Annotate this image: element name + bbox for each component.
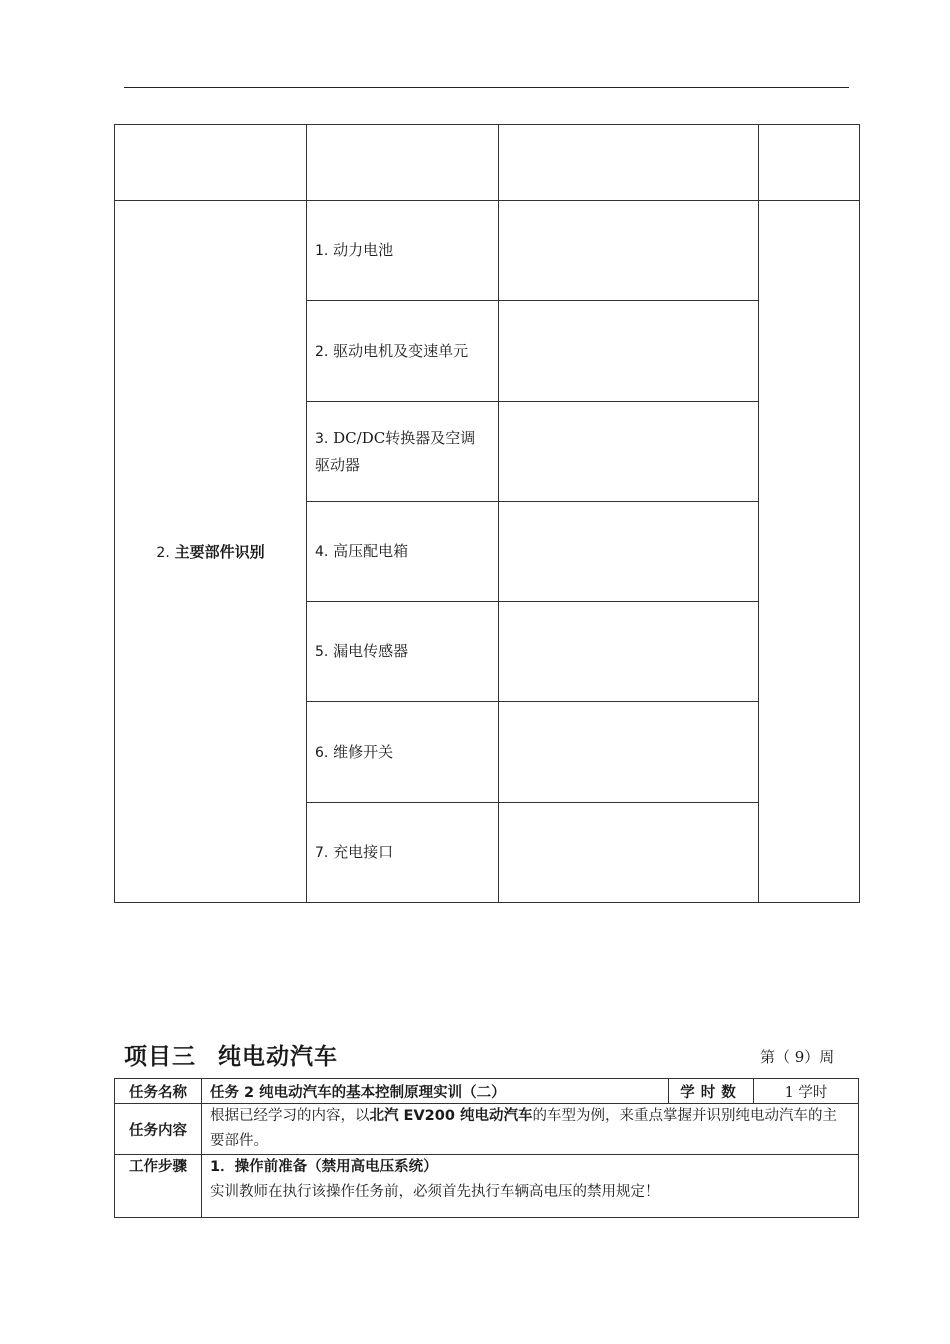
- step-text: 实训教师在执行该操作任务前，必须首先执行车辆高电压的禁用规定！: [210, 1184, 660, 1200]
- table-row: [115, 1104, 859, 1155]
- component-item: 3. DC/DC转换器及空调驱动器: [307, 401, 499, 501]
- task-content: 根据已经学习的内容，以北汽 EV200 纯电动汽车的车型为例，来重点掌握并识别纯电动汽车的主要部件。: [202, 1104, 859, 1155]
- task-name: 任务 2 纯电动汽车的基本控制原理实训（二）: [202, 1079, 669, 1104]
- answer-cell[interactable]: [499, 802, 759, 902]
- component-item: 6. 维修开关: [307, 702, 499, 802]
- table-row: [115, 1079, 859, 1104]
- project-title: 项目三 纯电动汽车: [124, 1044, 338, 1070]
- component-item: 4. 高压配电箱: [307, 501, 499, 601]
- table-row: [115, 125, 860, 201]
- answer-cell[interactable]: [499, 301, 759, 401]
- task-table: [114, 1078, 859, 1218]
- component-item: 7. 充电接口: [307, 802, 499, 902]
- component-item: 1. 动力电池: [307, 201, 499, 301]
- answer-cell[interactable]: [499, 501, 759, 601]
- section-number: 2.: [156, 545, 170, 562]
- table-row: [115, 1155, 859, 1218]
- week-label: 第（ 9）周: [760, 1048, 835, 1066]
- task-content-label: 任务内容: [115, 1104, 202, 1155]
- answer-cell[interactable]: [499, 702, 759, 802]
- answer-cell[interactable]: [499, 201, 759, 301]
- header-rule: [124, 87, 849, 88]
- section-cell: [115, 201, 307, 903]
- table-row: [115, 201, 860, 301]
- hours-value: 1 学时: [754, 1079, 859, 1104]
- answer-cell[interactable]: [499, 602, 759, 702]
- hours-label: 学时数: [669, 1079, 754, 1104]
- component-table: [114, 124, 860, 903]
- work-steps-label: 工作步骤: [115, 1155, 202, 1218]
- component-item: 2. 驱动电机及变速单元: [307, 301, 499, 401]
- task-name-label: 任务名称: [115, 1079, 202, 1104]
- step-title: 1．操作前准备（禁用高电压系统）: [210, 1159, 438, 1175]
- answer-cell[interactable]: [499, 401, 759, 501]
- component-item: 5. 漏电传感器: [307, 602, 499, 702]
- section-title: 主要部件识别: [174, 543, 265, 562]
- work-steps: [202, 1155, 859, 1218]
- remark-cell: [759, 201, 860, 903]
